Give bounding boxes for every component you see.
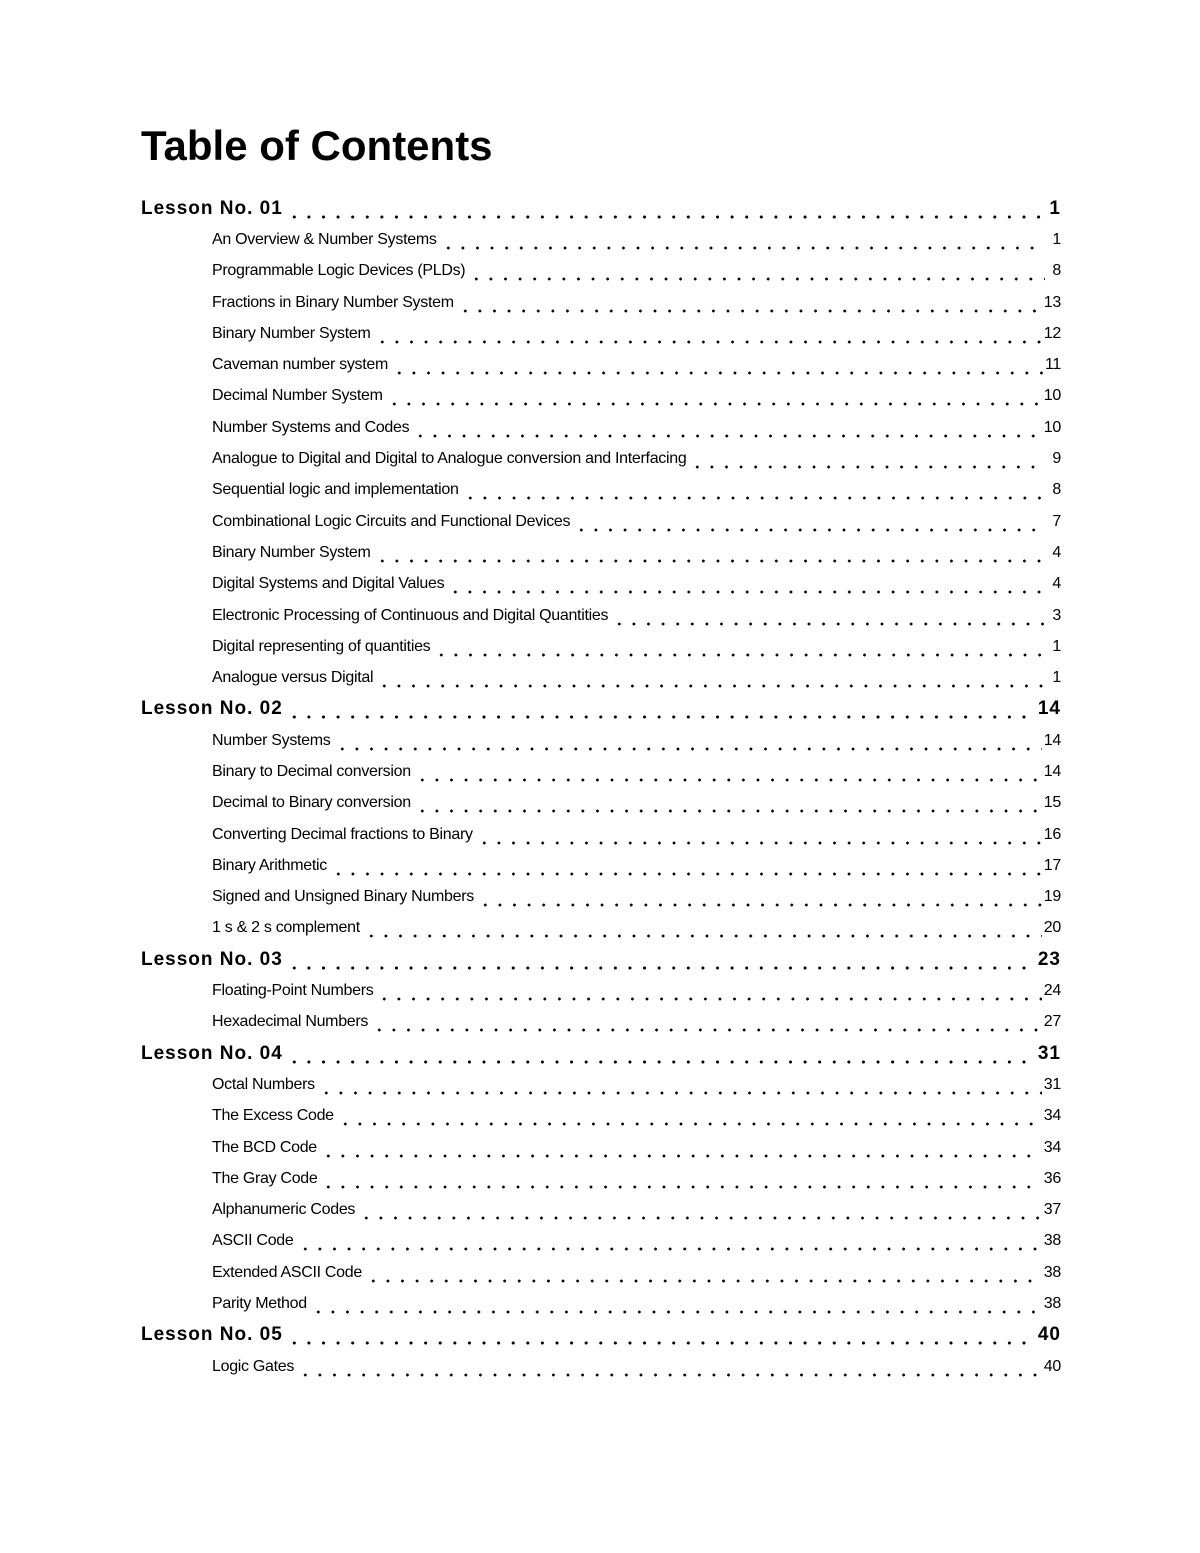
toc-topic-entry[interactable] <box>0 1195 1200 1226</box>
toc-entry-page-number: 31 <box>1043 1075 1061 1093</box>
dot-leader <box>469 256 1045 287</box>
dot-leader <box>448 569 1045 600</box>
toc-entry-title: Logic Gates <box>212 1357 295 1375</box>
toc-entry-title: Electronic Processing of Continuous and Digital Quantities <box>212 606 609 624</box>
dot-leader <box>287 1038 1036 1069</box>
toc-entry-title: Lesson No. 03 <box>141 948 283 970</box>
toc-entry-title: The BCD Code <box>212 1138 317 1156</box>
dot-leader <box>574 506 1045 537</box>
toc-entry-title: Binary Number System <box>212 324 371 342</box>
toc-entry-title: Programmable Logic Devices (PLDs) <box>212 262 466 280</box>
dot-leader <box>319 1069 1042 1100</box>
toc-entry-page-number: 14 <box>1043 762 1061 780</box>
toc-entry-title: Number Systems and Codes <box>212 418 410 436</box>
toc-topic-entry[interactable] <box>0 256 1200 287</box>
toc-topic-entry[interactable] <box>0 850 1200 881</box>
toc-entry-title: Binary Arithmetic <box>212 856 327 874</box>
dot-leader <box>321 1163 1041 1194</box>
toc-entry-page-number: 37 <box>1043 1201 1061 1219</box>
toc-entry-title: Lesson No. 01 <box>141 197 283 219</box>
dot-leader <box>690 443 1045 474</box>
toc-entry-title: The Gray Code <box>212 1169 318 1187</box>
toc-entry-page-number: 8 <box>1052 262 1061 280</box>
toc-entry-title: Combinational Logic Circuits and Functional Devices <box>212 512 571 530</box>
toc-topic-entry[interactable] <box>0 1226 1200 1257</box>
dot-leader <box>372 1007 1042 1038</box>
toc-lesson-entry[interactable] <box>0 694 1200 725</box>
toc-entry-page-number: 15 <box>1043 794 1061 812</box>
toc-entry-title: Binary Number System <box>212 543 371 561</box>
toc-entry-title: Decimal Number System <box>212 387 383 405</box>
dot-leader <box>441 224 1045 255</box>
toc-list <box>0 193 1200 1382</box>
dot-leader <box>338 1101 1042 1132</box>
dot-leader <box>377 662 1045 693</box>
toc-topic-entry[interactable] <box>0 882 1200 913</box>
toc-entry-page-number: 4 <box>1052 575 1061 593</box>
dot-leader <box>364 913 1042 944</box>
toc-topic-entry[interactable] <box>0 381 1200 412</box>
toc-entry-title: Converting Decimal fractions to Binary <box>212 825 473 843</box>
toc-entry-title: Analogue to Digital and Digital to Analogue conversion and Interfacing <box>212 450 687 468</box>
toc-entry-title: Digital Systems and Digital Values <box>212 575 445 593</box>
dot-leader <box>335 725 1042 756</box>
toc-entry-page-number: 31 <box>1037 1042 1061 1064</box>
toc-entry-title: Digital representing of quantities <box>212 637 431 655</box>
toc-entry-page-number: 12 <box>1043 324 1061 342</box>
toc-entry-title: Parity Method <box>212 1295 307 1313</box>
dot-leader <box>415 788 1042 819</box>
toc-topic-entry[interactable] <box>0 475 1200 506</box>
dot-leader <box>392 349 1043 380</box>
dot-leader <box>298 1351 1042 1382</box>
toc-entry-page-number: 8 <box>1052 481 1061 499</box>
page-title: Table of Contents <box>141 122 493 169</box>
toc-topic-entry[interactable] <box>0 913 1200 944</box>
toc-entry-page-number: 38 <box>1043 1263 1061 1281</box>
toc-topic-entry[interactable] <box>0 1132 1200 1163</box>
dot-leader <box>321 1132 1042 1163</box>
toc-entry-title: Sequential logic and implementation <box>212 481 459 499</box>
dot-leader <box>415 756 1042 787</box>
toc-entry-title: Signed and Unsigned Binary Numbers <box>212 888 474 906</box>
toc-entry-page-number: 1 <box>1052 669 1061 687</box>
toc-topic-entry[interactable] <box>0 1257 1200 1288</box>
toc-topic-entry[interactable] <box>0 631 1200 662</box>
toc-entry-page-number: 14 <box>1037 698 1061 720</box>
toc-entry-page-number: 3 <box>1052 606 1061 624</box>
toc-entry-page-number: 14 <box>1043 731 1061 749</box>
toc-entry-page-number: 9 <box>1052 450 1061 468</box>
toc-entry-page-number: 19 <box>1043 888 1061 906</box>
toc-entry-page-number: 11 <box>1044 356 1061 374</box>
dot-leader <box>287 944 1036 975</box>
toc-topic-entry[interactable] <box>0 1069 1200 1100</box>
toc-entry-page-number: 1 <box>1052 230 1061 248</box>
toc-entry-title: Number Systems <box>212 731 331 749</box>
toc-topic-entry[interactable] <box>0 1288 1200 1319</box>
toc-topic-entry[interactable] <box>0 756 1200 787</box>
toc-entry-title: Lesson No. 04 <box>141 1042 283 1064</box>
dot-leader <box>413 412 1041 443</box>
toc-topic-entry[interactable] <box>0 412 1200 443</box>
toc-entry-title: Fractions in Binary Number System <box>212 293 454 311</box>
dot-leader <box>366 1257 1042 1288</box>
dot-leader <box>359 1195 1042 1226</box>
dot-leader <box>387 381 1042 412</box>
toc-entry-title: Analogue versus Digital <box>212 669 374 687</box>
toc-entry-page-number: 10 <box>1043 387 1061 405</box>
dot-leader <box>311 1288 1042 1319</box>
dot-leader <box>375 537 1046 568</box>
dot-leader <box>287 694 1036 725</box>
toc-topic-entry[interactable] <box>0 506 1200 537</box>
toc-topic-entry[interactable] <box>0 819 1200 850</box>
toc-topic-entry[interactable] <box>0 318 1200 349</box>
toc-lesson-entry[interactable] <box>0 1320 1200 1351</box>
toc-entry-page-number: 34 <box>1043 1138 1061 1156</box>
toc-topic-entry[interactable] <box>0 662 1200 693</box>
toc-entry-page-number: 10 <box>1043 418 1061 436</box>
toc-entry-page-number: 13 <box>1043 293 1061 311</box>
toc-entry-title: Floating-Point Numbers <box>212 982 374 1000</box>
toc-entry-page-number: 38 <box>1043 1232 1061 1250</box>
dot-leader <box>458 287 1042 318</box>
toc-entry-title: ASCII Code <box>212 1232 294 1250</box>
toc-entry-page-number: 24 <box>1043 982 1061 1000</box>
toc-entry-page-number: 40 <box>1037 1324 1061 1346</box>
toc-topic-entry[interactable] <box>0 1351 1200 1382</box>
toc-entry-title: Lesson No. 05 <box>141 1324 283 1346</box>
dot-leader <box>287 193 1045 224</box>
toc-entry-page-number: 1 <box>1049 197 1061 219</box>
dot-leader <box>331 850 1042 881</box>
toc-topic-entry[interactable] <box>0 224 1200 255</box>
toc-lesson-entry[interactable] <box>0 1038 1200 1069</box>
toc-entry-page-number: 27 <box>1043 1013 1061 1031</box>
toc-entry-title: Alphanumeric Codes <box>212 1201 356 1219</box>
toc-entry-page-number: 17 <box>1043 856 1061 874</box>
toc-entry-page-number: 20 <box>1043 919 1061 937</box>
toc-topic-entry[interactable] <box>0 1101 1200 1132</box>
dot-leader <box>377 975 1041 1006</box>
toc-topic-entry[interactable] <box>0 600 1200 631</box>
toc-entry-page-number: 4 <box>1052 543 1061 561</box>
toc-entry-title: Decimal to Binary conversion <box>212 794 411 812</box>
toc-entry-title: Caveman number system <box>212 356 388 374</box>
toc-entry-page-number: 38 <box>1043 1295 1061 1313</box>
toc-topic-entry[interactable] <box>0 443 1200 474</box>
toc-topic-entry[interactable] <box>0 569 1200 600</box>
toc-entry-title: Octal Numbers <box>212 1075 315 1093</box>
dot-leader <box>434 631 1045 662</box>
toc-entry-title: Binary to Decimal conversion <box>212 762 411 780</box>
toc-entry-title: The Excess Code <box>212 1107 334 1125</box>
toc-entry-page-number: 1 <box>1052 637 1061 655</box>
toc-entry-title: 1 s & 2 s complement <box>212 919 360 937</box>
toc-entry-page-number: 23 <box>1037 948 1061 970</box>
dot-leader <box>463 475 1045 506</box>
toc-topic-entry[interactable] <box>0 1007 1200 1038</box>
toc-topic-entry[interactable] <box>0 537 1200 568</box>
toc-lesson-entry[interactable] <box>0 944 1200 975</box>
toc-topic-entry[interactable] <box>0 349 1200 380</box>
toc-entry-title: Lesson No. 02 <box>141 698 283 720</box>
dot-leader <box>375 318 1042 349</box>
toc-entry-title: Extended ASCII Code <box>212 1263 362 1281</box>
dot-leader <box>612 600 1045 631</box>
toc-entry-page-number: 7 <box>1052 512 1061 530</box>
dot-leader <box>478 882 1042 913</box>
toc-entry-page-number: 16 <box>1043 825 1061 843</box>
dot-leader <box>477 819 1042 850</box>
dot-leader <box>298 1226 1042 1257</box>
toc-topic-entry[interactable] <box>0 975 1200 1006</box>
toc-entry-title: An Overview & Number Systems <box>212 230 437 248</box>
toc-entry-page-number: 34 <box>1043 1107 1061 1125</box>
toc-topic-entry[interactable] <box>0 1163 1200 1194</box>
toc-topic-entry[interactable] <box>0 287 1200 318</box>
toc-entry-page-number: 36 <box>1043 1169 1061 1187</box>
toc-entry-page-number: 40 <box>1043 1357 1061 1375</box>
toc-topic-entry[interactable] <box>0 725 1200 756</box>
toc-lesson-entry[interactable] <box>0 193 1200 224</box>
toc-topic-entry[interactable] <box>0 788 1200 819</box>
toc-entry-title: Hexadecimal Numbers <box>212 1013 369 1031</box>
dot-leader <box>287 1320 1036 1351</box>
